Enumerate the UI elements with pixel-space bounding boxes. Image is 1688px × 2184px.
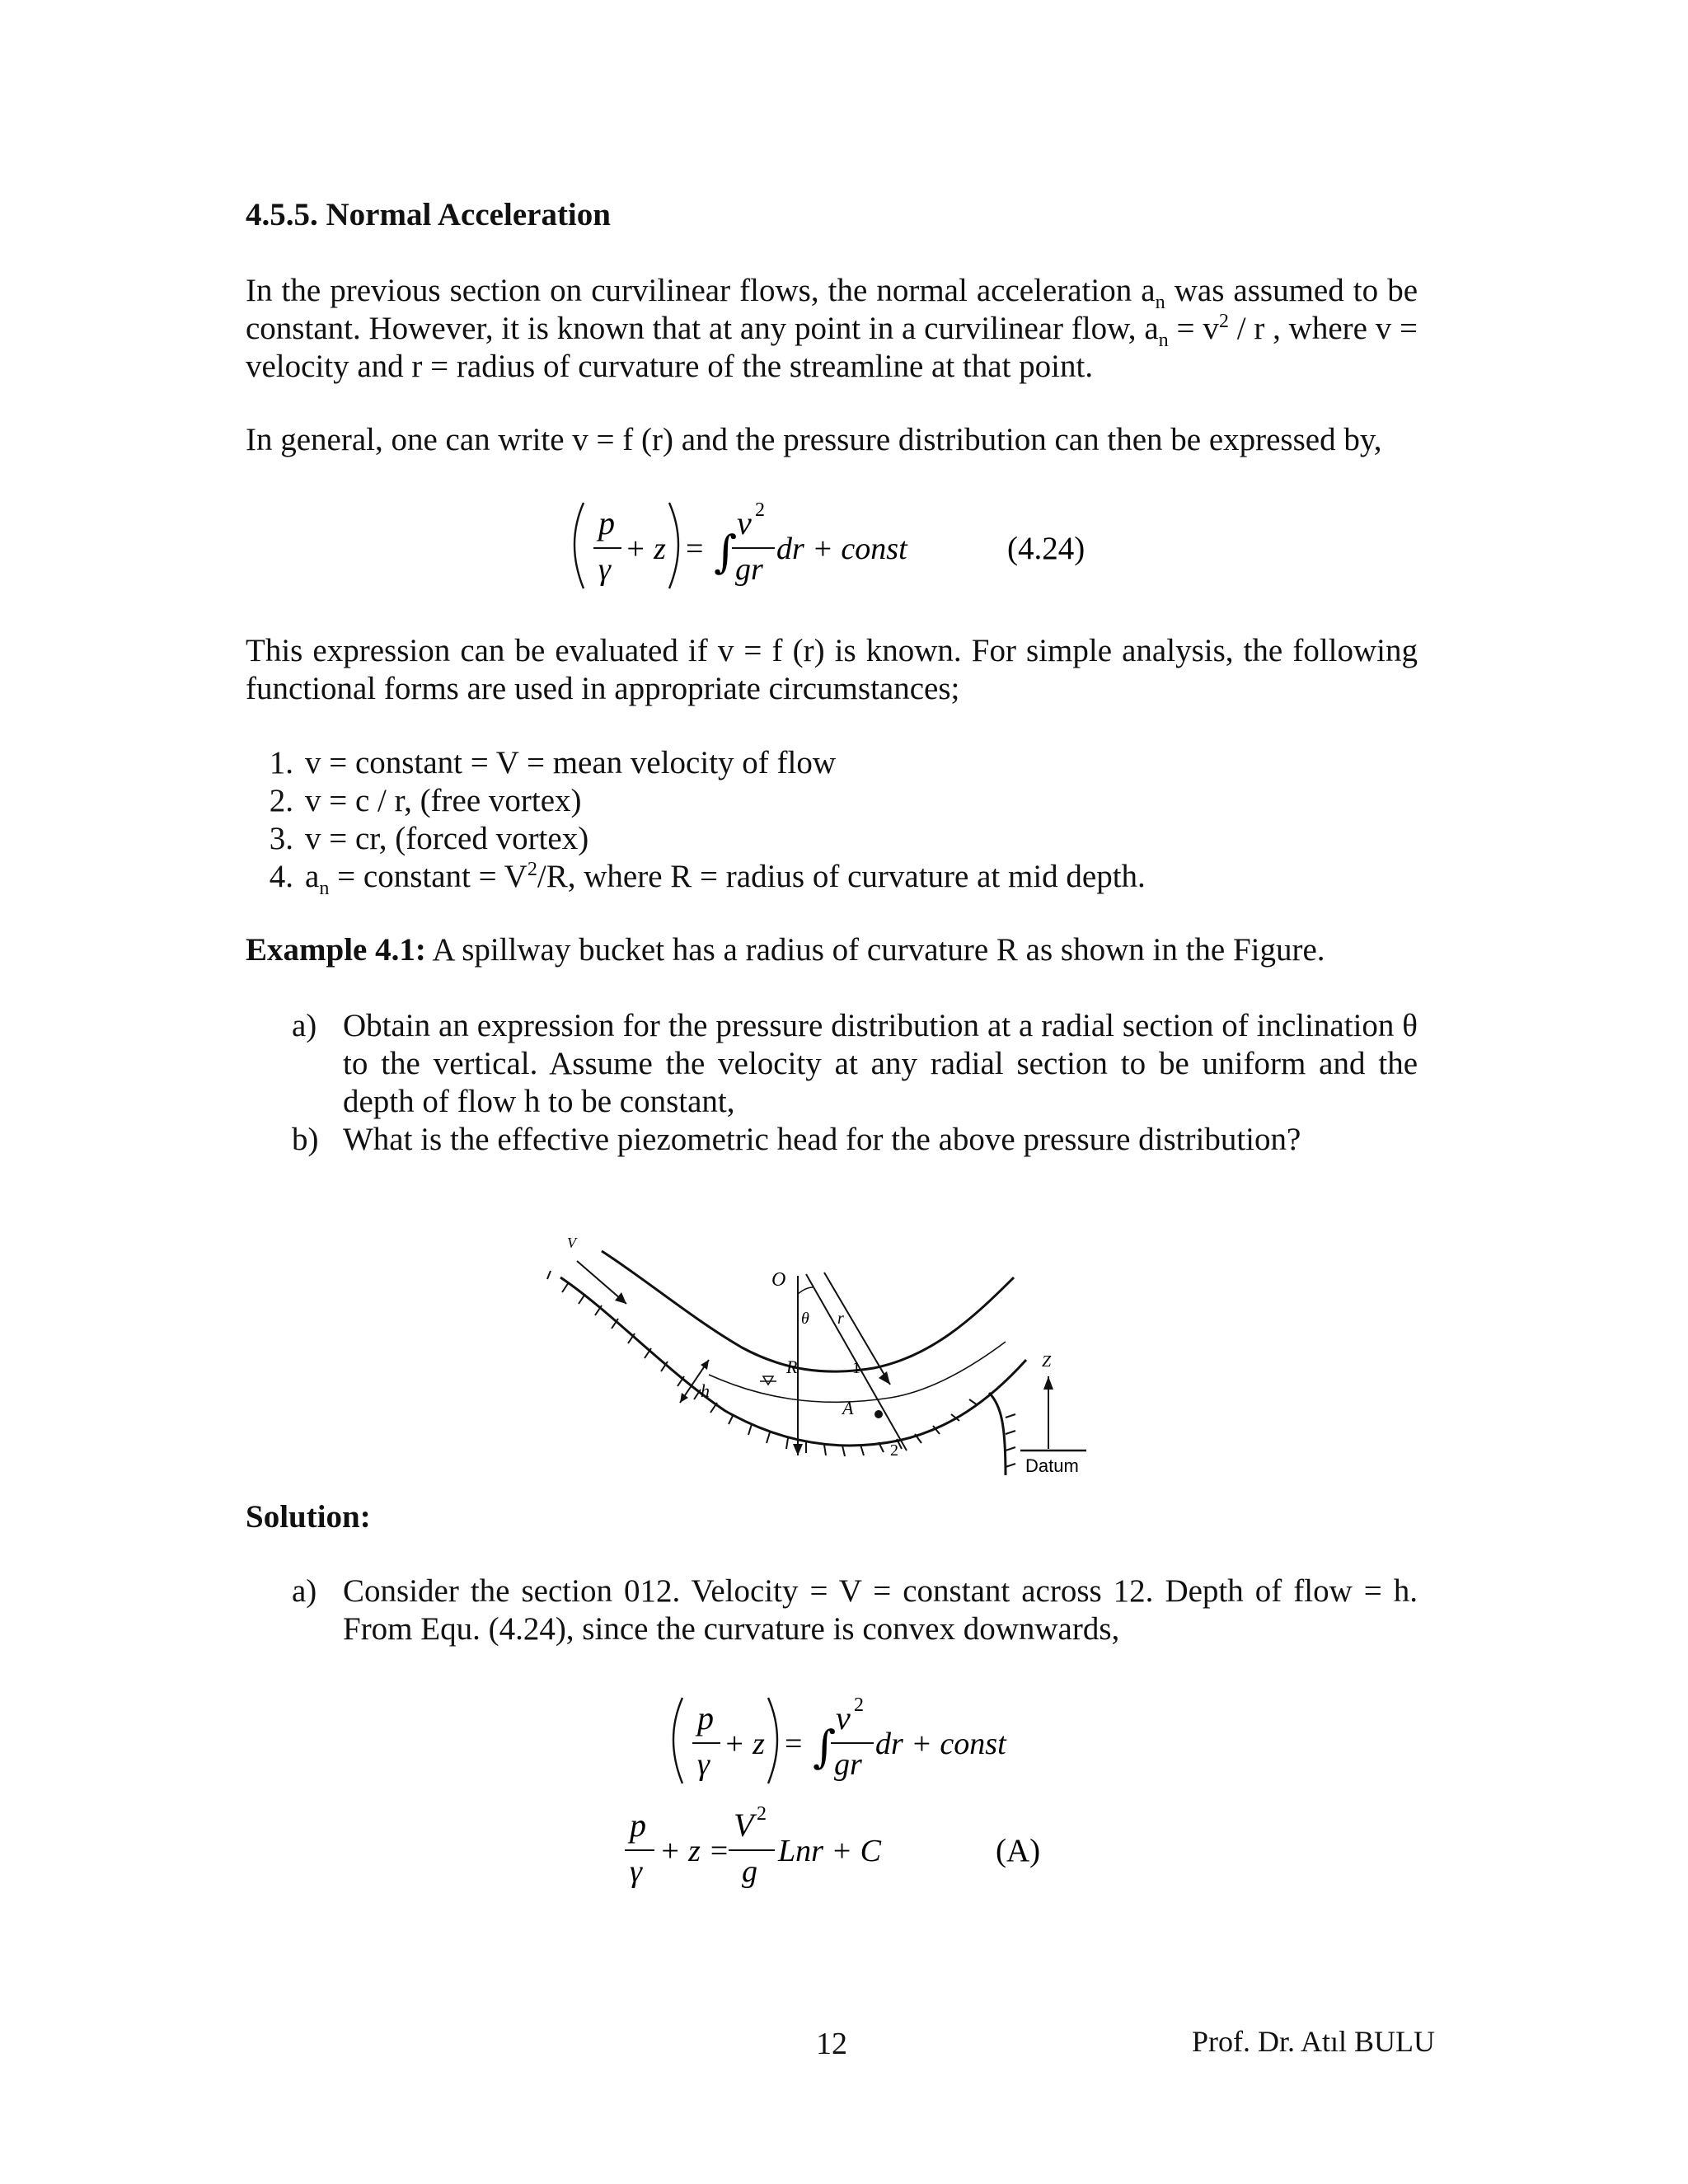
section-title: 4.5.5. Normal Acceleration bbox=[246, 197, 611, 232]
eq-gamma: γ bbox=[697, 1747, 710, 1782]
list-text: Obtain an expression for the pressure distribution at a radial section of inclination θ to the vertical. Assume the velocity at any radial section to be uniform and the depth of flow h to be constant, bbox=[343, 1008, 1418, 1119]
eq-v: v bbox=[737, 504, 752, 541]
eqa-p: p bbox=[630, 1807, 646, 1844]
equation-4-24 bbox=[560, 486, 1187, 602]
right-paren bbox=[768, 1698, 777, 1783]
intro-paragraph-1 bbox=[246, 272, 1418, 386]
eqa-gamma: γ bbox=[630, 1854, 642, 1889]
fig-label-theta: θ bbox=[801, 1310, 809, 1328]
list-num: 3. bbox=[269, 821, 293, 856]
eqa-V-exp: 2 bbox=[757, 1803, 767, 1825]
list-item bbox=[246, 744, 1432, 782]
list-text: v = cr, (forced vortex) bbox=[305, 821, 589, 856]
eq-gr: gr bbox=[834, 1747, 862, 1782]
fig-label-o: O bbox=[771, 1269, 786, 1291]
fig-label-R: R bbox=[786, 1357, 798, 1377]
eq-plus-z: + z bbox=[724, 1727, 765, 1761]
fig-label-v: V bbox=[567, 1235, 576, 1251]
example-label: Example 4.1: bbox=[246, 932, 426, 968]
fig-label-A: A bbox=[842, 1398, 854, 1418]
radial-r-arrowhead bbox=[879, 1371, 890, 1385]
list-text: Consider the section 012. Velocity = V = constant across 12. Depth of flow = h. From Equ. (4.24), since the curvature is convex downwards, bbox=[343, 1573, 1418, 1647]
theta-arc bbox=[798, 1287, 813, 1294]
list-text: What is the effective piezometric head for the above pressure distribution? bbox=[343, 1122, 1301, 1157]
radius-arrowhead bbox=[793, 1444, 803, 1455]
eq-gamma: γ bbox=[598, 552, 611, 587]
eq-tail: dr + const bbox=[875, 1727, 1006, 1761]
p1-sub: n bbox=[1155, 290, 1165, 313]
fig-label-Z: Z bbox=[1042, 1352, 1052, 1371]
p1-c: = v bbox=[1168, 311, 1219, 346]
list-num: a) bbox=[292, 1008, 317, 1043]
eqa-plus-z: + z = bbox=[659, 1834, 730, 1868]
depth-arrowhead-top bbox=[701, 1360, 709, 1370]
eq-p: p bbox=[598, 504, 615, 541]
eq-integral: ∫ bbox=[813, 1721, 837, 1773]
eq-integral: ∫ bbox=[714, 526, 738, 578]
eq-v-exp: 2 bbox=[755, 499, 765, 521]
list-text bbox=[305, 858, 1146, 899]
eq-v: v bbox=[836, 1699, 851, 1736]
forms-list bbox=[246, 744, 1432, 901]
list-item bbox=[246, 820, 1432, 858]
equation-a bbox=[618, 1788, 1080, 1904]
eqa-g: g bbox=[742, 1854, 757, 1889]
eq-plus-z: + z bbox=[625, 532, 666, 566]
eq-equals: = bbox=[785, 1727, 803, 1761]
fig-label-r: r bbox=[837, 1310, 844, 1328]
t4-a: a bbox=[305, 859, 320, 894]
p1-sub2: n bbox=[1158, 328, 1169, 351]
p1-b: was assumed to be constant. However, it is known that at any point in a curvilinear flow, a bbox=[246, 273, 1418, 346]
p1-d: / r , where v = velocity and r = radius of curvature of the streamline at that point. bbox=[246, 311, 1418, 384]
list-num: 4. bbox=[269, 859, 293, 894]
t4-b: = constant = V bbox=[329, 859, 528, 894]
p1-sup: 2 bbox=[1218, 310, 1229, 332]
fig-label-2: 2 bbox=[890, 1441, 898, 1460]
left-paren bbox=[574, 503, 584, 588]
right-paren bbox=[669, 503, 678, 588]
list-num: b) bbox=[292, 1122, 319, 1157]
list-text: v = c / r, (free vortex) bbox=[305, 783, 582, 818]
fig-label-datum: Datum bbox=[1025, 1455, 1079, 1476]
surface-marker-triangle bbox=[763, 1376, 773, 1385]
eqa-tail: Lnr + C bbox=[778, 1834, 881, 1868]
t4-sup: 2 bbox=[527, 858, 537, 880]
lip-hatching bbox=[1006, 1414, 1015, 1467]
lip-wall bbox=[989, 1393, 1006, 1475]
eq-gr: gr bbox=[735, 552, 763, 587]
point-a bbox=[874, 1410, 883, 1418]
solution-item-a bbox=[246, 1572, 1418, 1655]
t4-c: /R, where R = radius of curvature at mid depth. bbox=[537, 859, 1146, 894]
list-text: v = constant = V = mean velocity of flow bbox=[305, 745, 837, 780]
eqa-label: (A) bbox=[996, 1833, 1041, 1868]
solution-title: Solution: bbox=[246, 1499, 371, 1535]
footer-author: Prof. Dr. Atıl BULU bbox=[1192, 2025, 1436, 2058]
list-item bbox=[246, 858, 1432, 899]
list-item bbox=[246, 782, 1432, 820]
intro-paragraph-2: In general, one can write v = f (r) and the pressure distribution can then be expressed by, bbox=[246, 422, 1382, 457]
fig-label-h: h bbox=[701, 1380, 710, 1401]
z-arrowhead bbox=[1043, 1376, 1053, 1390]
list-num: 1. bbox=[269, 745, 293, 780]
eq-v-exp: 2 bbox=[854, 1694, 864, 1716]
list-num: a) bbox=[292, 1573, 317, 1609]
eq-label: (4.24) bbox=[1007, 531, 1085, 566]
eq-p: p bbox=[697, 1699, 714, 1736]
example-items bbox=[246, 1007, 1418, 1164]
upstream-hatching bbox=[547, 1271, 551, 1279]
equation-repeat bbox=[659, 1681, 1022, 1797]
intro-paragraph-3: This expression can be evaluated if v = f (r) is known. For simple analysis, the following functional forms are used in appropriate circumstances; bbox=[246, 633, 1418, 706]
list-num: 2. bbox=[269, 783, 293, 818]
eqa-V: V bbox=[734, 1807, 754, 1844]
left-paren bbox=[673, 1698, 682, 1783]
fig-label-1: 1 bbox=[852, 1359, 860, 1377]
depth-arrowhead-bottom bbox=[680, 1393, 688, 1403]
eq-tail: dr + const bbox=[776, 532, 907, 566]
example-statement bbox=[246, 931, 1432, 969]
example-text: A spillway bucket has a radius of curvature R as shown in the Figure. bbox=[425, 932, 1325, 968]
inlet-arrowhead bbox=[615, 1292, 626, 1304]
page-number: 12 bbox=[816, 2027, 847, 2061]
eq-equals: = bbox=[686, 532, 704, 566]
p1-a: In the previous section on curvilinear flows, the normal acceleration a bbox=[246, 273, 1156, 308]
floor-hatching bbox=[562, 1282, 978, 1456]
t4-sub: n bbox=[319, 876, 330, 899]
spillway-figure bbox=[544, 1228, 1121, 1500]
